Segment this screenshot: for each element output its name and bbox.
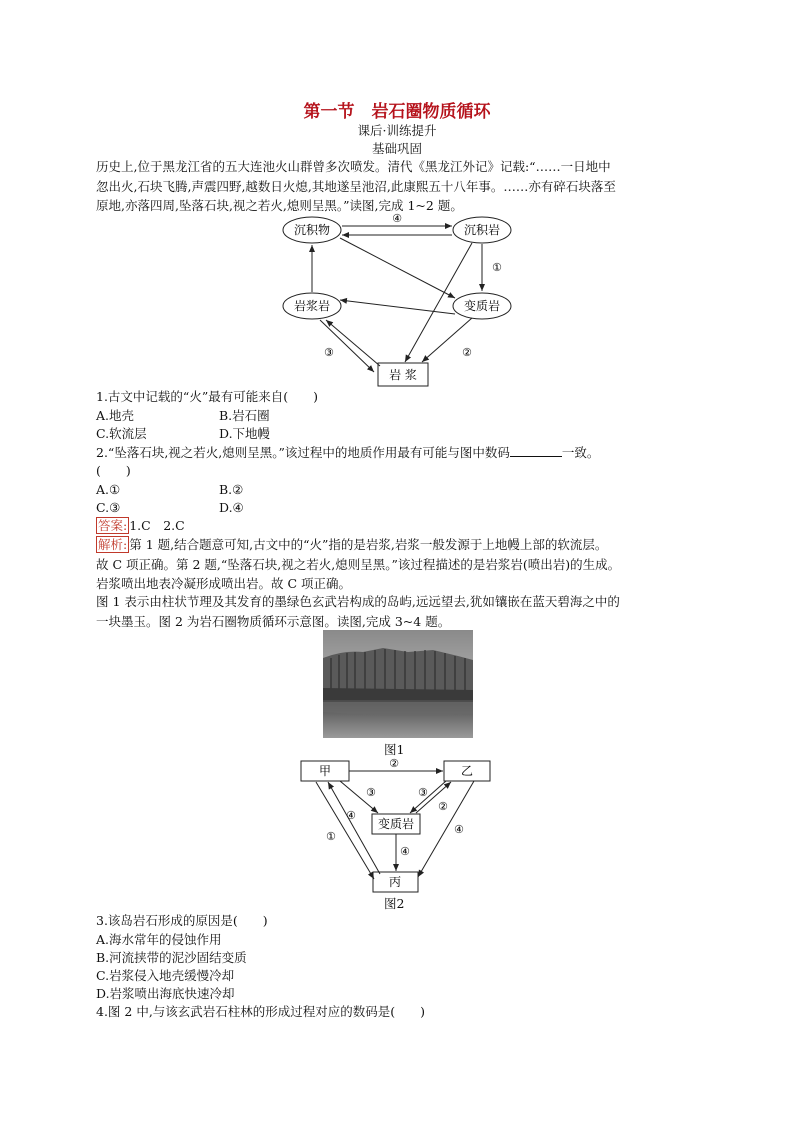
arrow-sediment-to-metamorphic — [340, 238, 455, 298]
q2-option-a: A.① — [96, 482, 121, 497]
arrow-metamorphic-to-igneous — [340, 300, 455, 314]
jia-label: 甲 — [318, 764, 332, 778]
question-2-stem — [96, 443, 599, 462]
intro-paragraph-2 — [96, 592, 696, 631]
q1-option-b: B.岩石圈 — [219, 408, 270, 423]
page-subtitle: 课后·训练提升 — [357, 123, 437, 138]
q1-option-a: A.地壳 — [96, 408, 135, 423]
label-2: ② — [389, 757, 399, 770]
bing-label: 丙 — [388, 875, 402, 889]
figure-1-caption: 图1 — [384, 742, 405, 757]
answer-tag: 答案: — [98, 518, 128, 533]
q2-option-b: B.② — [219, 482, 244, 497]
intro-line: 原地,亦落四周,坠落石块,视之若火,熄则呈黑。”读图,完成 1~2 题。 — [96, 198, 463, 213]
metamorphic-rock-label: 变质岩 — [463, 299, 501, 313]
metamorphic-label: 变质岩 — [377, 817, 415, 831]
figure-2-caption: 图2 — [384, 896, 405, 911]
q2-option-d: D.④ — [219, 500, 244, 515]
q3-option-a: A.海水常年的侵蚀作用 — [96, 932, 222, 947]
yi-label: 乙 — [460, 764, 474, 778]
answer-text: 1.C 2.C — [129, 518, 185, 533]
label-3b: ③ — [418, 786, 428, 799]
intro-line: 历史上,位于黑龙江省的五大连池火山群曾多次喷发。清代《黑龙江外记》记载:“……一日地中 — [96, 159, 611, 174]
label-1: ① — [326, 830, 336, 843]
q1-option-c: C.软流层 — [96, 426, 147, 441]
answer-line — [96, 516, 185, 535]
label-4a: ④ — [400, 845, 410, 858]
analysis-line: 岩浆喷出地表冷凝形成喷出岩。故 C 项正确。 — [96, 576, 352, 591]
analysis-tag: 解析: — [98, 537, 128, 552]
magma-label: 岩 浆 — [389, 368, 417, 382]
label-4c: ④ — [346, 809, 356, 822]
q3-option-d: D.岩浆喷出海底快速冷却 — [96, 986, 235, 1001]
q2-option-c: C.③ — [96, 500, 121, 515]
label-2: ② — [462, 346, 472, 359]
intro-line: 图 1 表示由柱状节理及其发育的墨绿色玄武岩构成的岛屿,远远望去,犹如镶嵌在蓝天碧海之中的 — [96, 594, 620, 609]
rock-cycle-diagram-1 — [270, 210, 540, 390]
analysis-block — [96, 535, 696, 594]
label-4b: ④ — [454, 823, 464, 836]
label-4: ④ — [392, 212, 402, 225]
intro-line: 一块墨玉。图 2 为岩石圈物质循环示意图。读图,完成 3~4 题。 — [96, 613, 451, 629]
q2-stem-tail: 一致。 — [561, 445, 600, 460]
label-3: ③ — [324, 346, 334, 359]
intro-paragraph-1 — [96, 157, 696, 216]
intro-line: 忽出火,石块飞腾,声震四野,越数日火熄,其地遂呈池沼,此康熙五十八年事。……亦有碎石块落至 — [96, 178, 616, 194]
label-2b: ② — [438, 800, 448, 813]
q2-stem-text: 2.“坠落石块,视之若火,熄则呈黑。”该过程中的地质作用最有可能与图中数码 — [96, 445, 510, 460]
igneous-rock-label: 岩浆岩 — [293, 299, 331, 313]
arrow-magma-to-igneous — [326, 320, 380, 366]
question-4-stem: 4.图 2 中,与该玄武岩石柱林的形成过程对应的数码是( ) — [96, 1004, 426, 1019]
section-heading: 基础巩固 — [371, 141, 422, 156]
question-3-stem: 3.该岛岩石形成的原因是( ) — [96, 913, 268, 928]
q3-option-b: B.河流挟带的泥沙固结变质 — [96, 950, 247, 965]
label-1: ① — [492, 261, 502, 274]
question-1-stem: 1.古文中记载的“火”最有可能来自( ) — [96, 389, 318, 404]
sedimentary-rock-label: 沉积岩 — [463, 223, 501, 237]
page-title: 第一节 岩石圈物质循环 — [303, 102, 491, 122]
label-3a: ③ — [366, 786, 376, 799]
rock-cycle-diagram-2 — [296, 755, 496, 897]
analysis-line: 第 1 题,结合题意可知,古文中的“火”指的是岩浆,岩浆一般发源于上地幔上部的软流层。 — [129, 537, 608, 552]
q1-option-d: D.下地幔 — [219, 426, 271, 441]
sediment-label: 沉积物 — [293, 223, 331, 237]
basalt-island-photo — [323, 630, 473, 738]
q2-blank — [510, 444, 562, 457]
q3-option-c: C.岩浆侵入地壳缓慢冷却 — [96, 968, 235, 983]
analysis-line: 故 C 项正确。第 2 题,“坠落石块,视之若火,熄则呈黑。”该过程描述的是岩浆岩(喷出岩)的生成。 — [96, 556, 621, 572]
q2-paren: ( ) — [96, 463, 131, 478]
